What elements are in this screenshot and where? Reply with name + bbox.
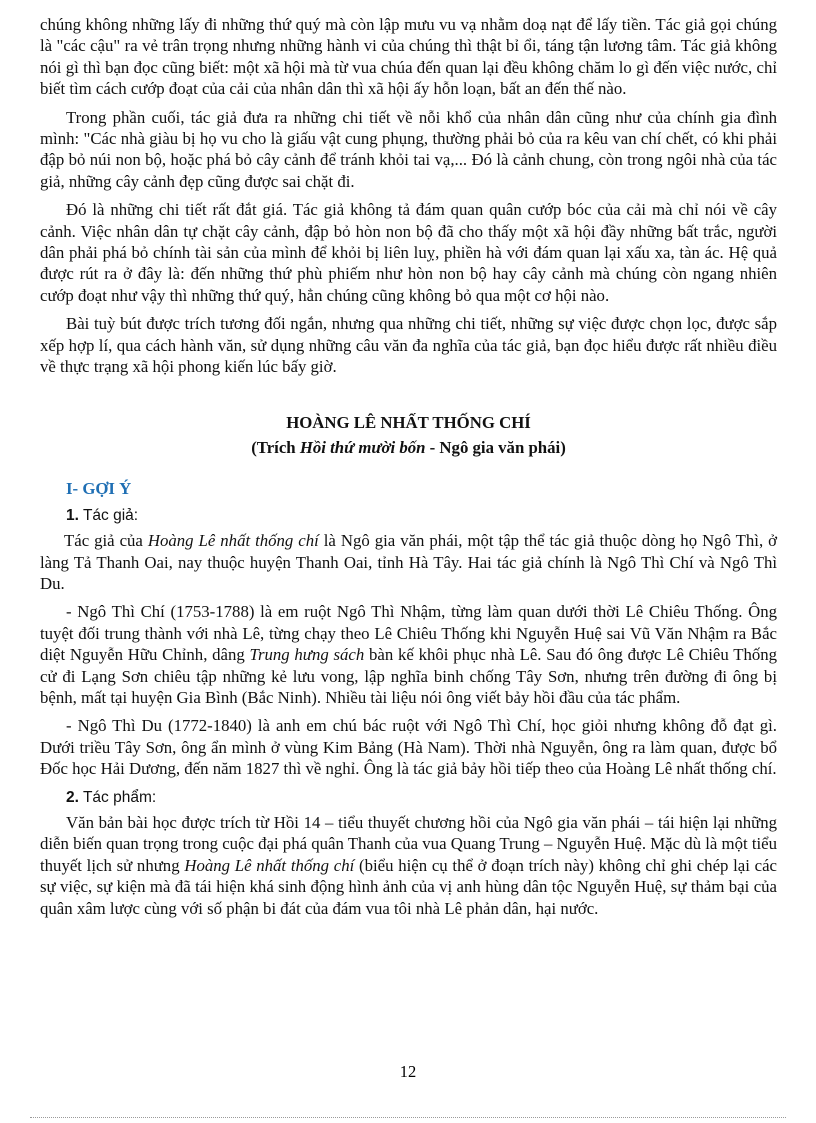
- subheading-label: Tác phẩm:: [78, 788, 157, 806]
- chapter-subtitle: [40, 437, 777, 458]
- subheading-number: 2.: [66, 788, 79, 806]
- subheading-work: [66, 787, 777, 808]
- paragraph: Trong phần cuối, tác giả đưa ra những chi tiết về nỗi khổ của nhân dân cũng như của chính gia đình mình: "Các nhà giàu bị họ vu cho là giấu vật cung phụng, thường phải bỏ của ra kêu van chí chết, có khi phải đập bỏ núi non bộ, hoặc phá bỏ cây cảnh để tránh khỏi tai vạ,... Đó là cảnh chung, còn trong ngôi nhà của tác giả, những cây cảnh đẹp cũng được sai chặt đi.: [40, 107, 777, 191]
- text-run: bàn kế khôi phục nhà Lê. Sau đó ông được Lê Chiêu Thống cử đi Lạng Sơn chiêu tập những kẻ lưu vong, lập nghĩa binh chống Tây Sơn, nhưng trên đường đi ông bị bệnh, mất tại huyện Gia Bình (Bắc Ninh). Nhiều tài liệu nói ông viết bảy hồi đầu của tác phẩm.: [40, 645, 778, 707]
- text-run: - Ngô Thì Chí (1753-1788) là em ruột Ngô Thì Nhậm, từng làm quan dưới thời Lê Chiêu Thống. Ông tuyệt đối trung thành với nhà Lê, từng chạy theo Lê Chiêu Thống khi Nguyễn Huệ sai Vũ Văn Nhậm ra Bắc diệt Nguyễn Hữu Chỉnh, dâng: [40, 602, 777, 665]
- subheading-label: Tác giả:: [78, 506, 139, 524]
- document-page: [40, 14, 777, 926]
- paragraph-author-intro: [40, 530, 777, 594]
- page-number: 12: [399, 1062, 417, 1081]
- subheading-author: [66, 505, 777, 526]
- book-title: Hoàng Lê nhất thống chí: [184, 855, 355, 875]
- text-run: Tác giả của: [64, 531, 148, 551]
- subtitle-close: - Ngô gia văn phái): [425, 437, 566, 457]
- paragraph: Bài tuỳ bút được trích tương đối ngắn, nhưng qua những chi tiết, những sự việc được chọn lọc, được sắp xếp hợp lí, qua cách hành văn, sử dụng những câu văn đa nghĩa của tác giả, bạn đọc hiểu được rất nhiều điều về thực trạng xã hội phong kiến lúc bấy giờ.: [40, 314, 777, 377]
- text-run: (biểu hiện cụ thể ở đoạn trích này) không chỉ ghi chép lại các sự việc, sự kiện mà đã tái hiện khá sinh động hình ảnh của vị anh hùng dân tộc Nguyễn Huệ, sự thảm bại của quân xâm lược cùng với số phận bi đát của đám vua tôi nhà Lê phản dân, hại nước.: [40, 855, 777, 918]
- paragraph-work: [40, 812, 777, 919]
- paragraph: Đó là những chi tiết rất đắt giá. Tác giả không tả đám quan quân cướp bóc của cải mà chỉ nói về cây cảnh. Việc nhân dân tự chặt cây cảnh, đập bỏ hòn non bộ đã cho thấy một xã hội đầy những bất trắc, người dân phải phá bỏ chính tài sản của mình để khỏi bị liên luỵ, phiền hà với đám quan lại xấu xa, tàn ác. Hệ quả được rút ra ở đây là: đến những thứ phù phiếm như hòn non bộ hay cây cảnh mà chúng còn ngang nhiên cướp đoạt như vậy thì những thứ quý, hẳn chúng cũng không bỏ qua một cơ hội nào.: [40, 200, 777, 305]
- text-run: là Ngô gia văn phái, một tập thể tác giả thuộc dòng họ Ngô Thì, ở làng Tả Thanh Oai, nay thuộc huyện Thanh Oai, tỉnh Hà Tây. Hai tác giả chính là Ngô Thì Chí và Ngô Thì Du.: [40, 531, 777, 593]
- subtitle-open: (Trích: [251, 437, 300, 457]
- footer-divider: [30, 1117, 786, 1118]
- paragraph-ngo-thi-chi: [40, 601, 777, 708]
- paragraph: chúng không những lấy đi những thứ quý mà còn lập mưu vu vạ nhằm doạ nạt để lấy tiền. Tác giả gọi chúng là "các cậu" ra vẻ trân trọng nhưng những hành vi của chúng thì thật bỉ ổi, táng tận lương tâm. Tác giả không nói gì thì bạn đọc cũng biết: một xã hội mà từ vua chúa đến quan lại đều không chăm lo gì đến việc nước, chỉ biết tìm cách cướp đoạt của cải của nhân dân thì xã hội ấy hỗn loạn, bất an đến thế nào.: [40, 15, 777, 99]
- chapter-title: HOÀNG LÊ NHẤT THỐNG CHÍ: [286, 412, 531, 432]
- book-title: Trung hưng sách: [249, 645, 365, 665]
- paragraph-ngo-thi-du: - Ngô Thì Du (1772-1840) là anh em chú bác ruột với Ngô Thì Chí, học giỏi nhưng không đỗ đạt gì. Dưới triều Tây Sơn, ông ẩn mình ở vùng Kim Bảng (Hà Nam). Thời nhà Nguyễn, ông ra làm quan, được bổ Đốc học Hải Dương, đến năm 1827 thì về nghỉ. Ông là tác giả bảy hồi tiếp theo của Hoàng Lê nhất thống chí.: [40, 716, 777, 779]
- subheading-number: 1.: [66, 506, 79, 524]
- subtitle-italic: Hồi thứ mười bốn: [299, 437, 426, 457]
- section-heading: I- GỢI Ý: [66, 479, 132, 499]
- text-run: Văn bản bài học được trích từ Hồi 14 – tiểu thuyết chương hồi của Ngô gia văn phái – tái hiện lại những diễn biến quan trọng trong cuộc đại phá quân Thanh của vua Quang Trung – Nguyễn Huệ. Mặc dù là một tiểu thuyết lịch sử nhưng: [40, 813, 777, 875]
- book-title: Hoàng Lê nhất thống chí: [147, 531, 319, 551]
